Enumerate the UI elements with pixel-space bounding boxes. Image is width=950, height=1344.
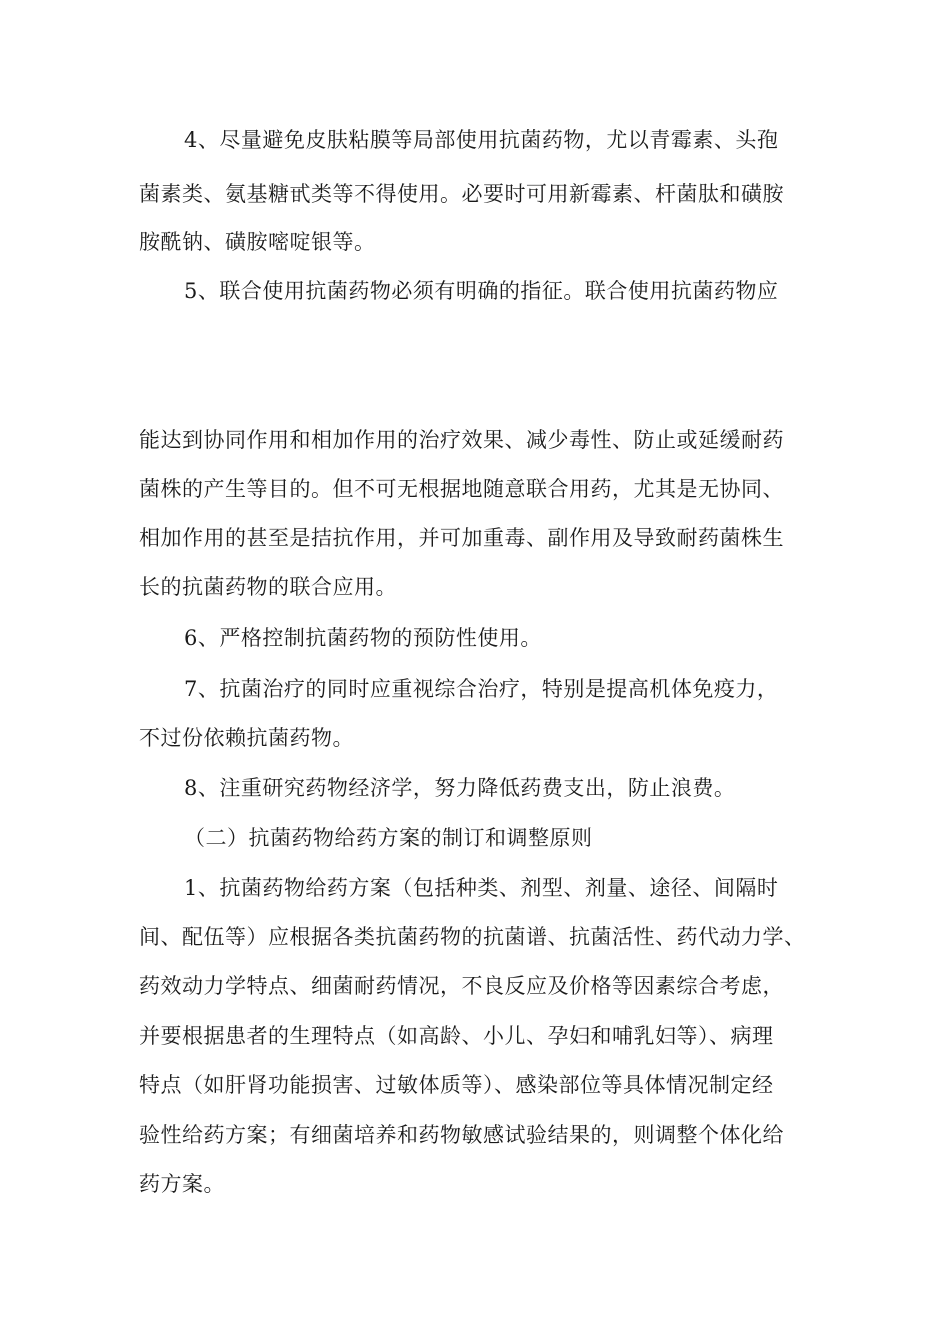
text-line: 长的抗菌药物的联合应用。 (139, 575, 397, 599)
text-line: 8、注重研究药物经济学，努力降低药费支出，防止浪费。 (184, 776, 736, 800)
text-line: 6、严格控制抗菌药物的预防性使用。 (184, 626, 542, 650)
text-line: 药效动力学特点、细菌耐药情况，不良反应及价格等因素综合考虑， (139, 974, 784, 998)
text-line: 1、抗菌药物给药方案（包括种类、剂型、剂量、途径、间隔时 (184, 876, 779, 900)
text-line: 药方案。 (139, 1172, 225, 1196)
text-line: 菌素类、氨基糖甙类等不得使用。必要时可用新霉素、杆菌肽和磺胺 (139, 182, 784, 206)
text-line: 胺酰钠、磺胺嘧啶银等。 (139, 230, 376, 254)
text-line: 相加作用的甚至是拮抗作用，并可加重毒、副作用及导致耐药菌株生 (139, 526, 784, 550)
text-line: 7、抗菌治疗的同时应重视综合治疗，特别是提高机体免疫力， (184, 677, 779, 701)
section-heading: （二）抗菌药物给药方案的制订和调整原则 (184, 826, 593, 850)
text-line: 特点（如肝肾功能损害、过敏体质等）、感染部位等具体情况制定经 (139, 1073, 774, 1097)
text-line: 4、尽量避免皮肤粘膜等局部使用抗菌药物，尤以青霉素、头孢 (184, 128, 779, 152)
text-line: 菌株的产生等目的。但不可无根据地随意联合用药，尤其是无协同、 (139, 477, 784, 501)
text-line: 间、配伍等）应根据各类抗菌药物的抗菌谱、抗菌活性、药代动力学、 (139, 925, 806, 949)
text-line: 能达到协同作用和相加作用的治疗效果、减少毒性、防止或延缓耐药 (139, 428, 784, 452)
text-line: 不过份依赖抗菌药物。 (139, 726, 354, 750)
text-line: 并要根据患者的生理特点（如高龄、小儿、孕妇和哺乳妇等）、病理 (139, 1024, 774, 1048)
text-line: 验性给药方案；有细菌培养和药物敏感试验结果的，则调整个体化给 (139, 1123, 784, 1147)
text-line: 5、联合使用抗菌药物必须有明确的指征。联合使用抗菌药物应 (184, 279, 779, 303)
